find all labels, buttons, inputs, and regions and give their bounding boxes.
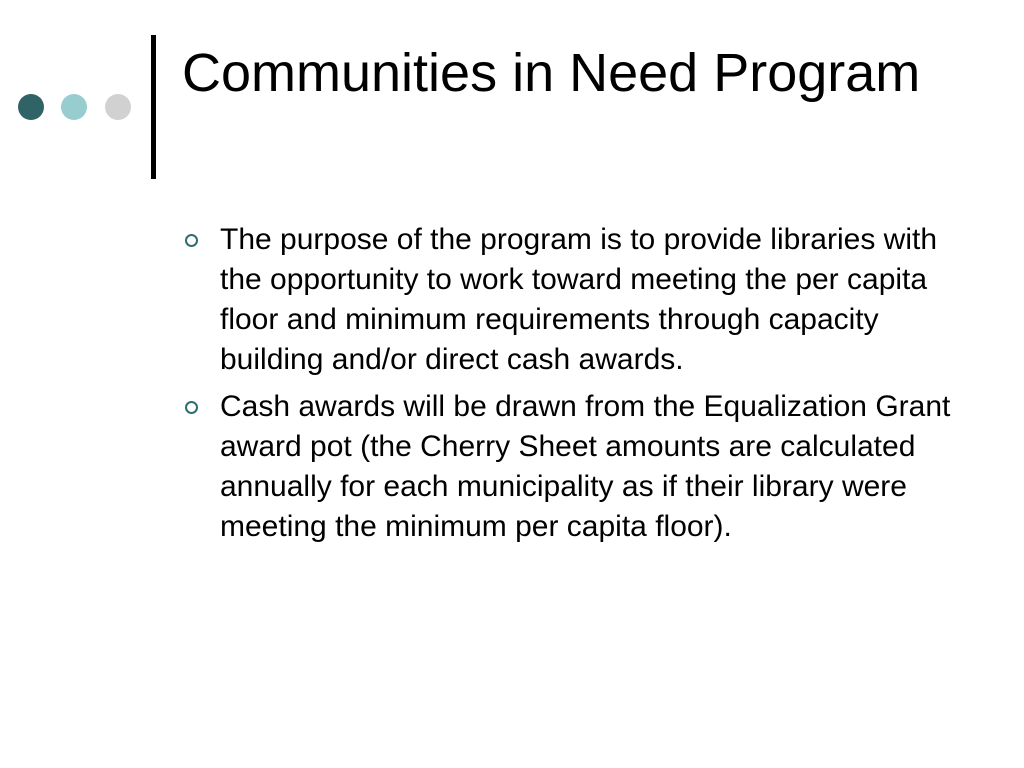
bullet-text: Cash awards will be drawn from the Equalization Grant award pot (the Cherry Sheet amounts are calculated annually for each municipality as if their library were meeting the minimum per capita floor). (220, 390, 951, 543)
dark-teal-dot-icon (18, 94, 44, 120)
bullet-item (182, 387, 962, 547)
light-teal-dot-icon (61, 94, 87, 120)
bullet-item (182, 220, 962, 380)
gray-dot-icon (105, 94, 131, 120)
bullet-text: The purpose of the program is to provide libraries with the opportunity to work toward meeting the per capita floor and minimum requirements through capacity building and/or direct cash awards. (220, 223, 938, 376)
slide-title: Communities in Need Program (182, 43, 921, 103)
bullet-circle-icon (185, 234, 198, 247)
bullet-list (182, 220, 962, 554)
bullet-circle-icon (185, 401, 198, 414)
decorative-dots-icon (18, 94, 134, 120)
title-divider (151, 35, 156, 179)
